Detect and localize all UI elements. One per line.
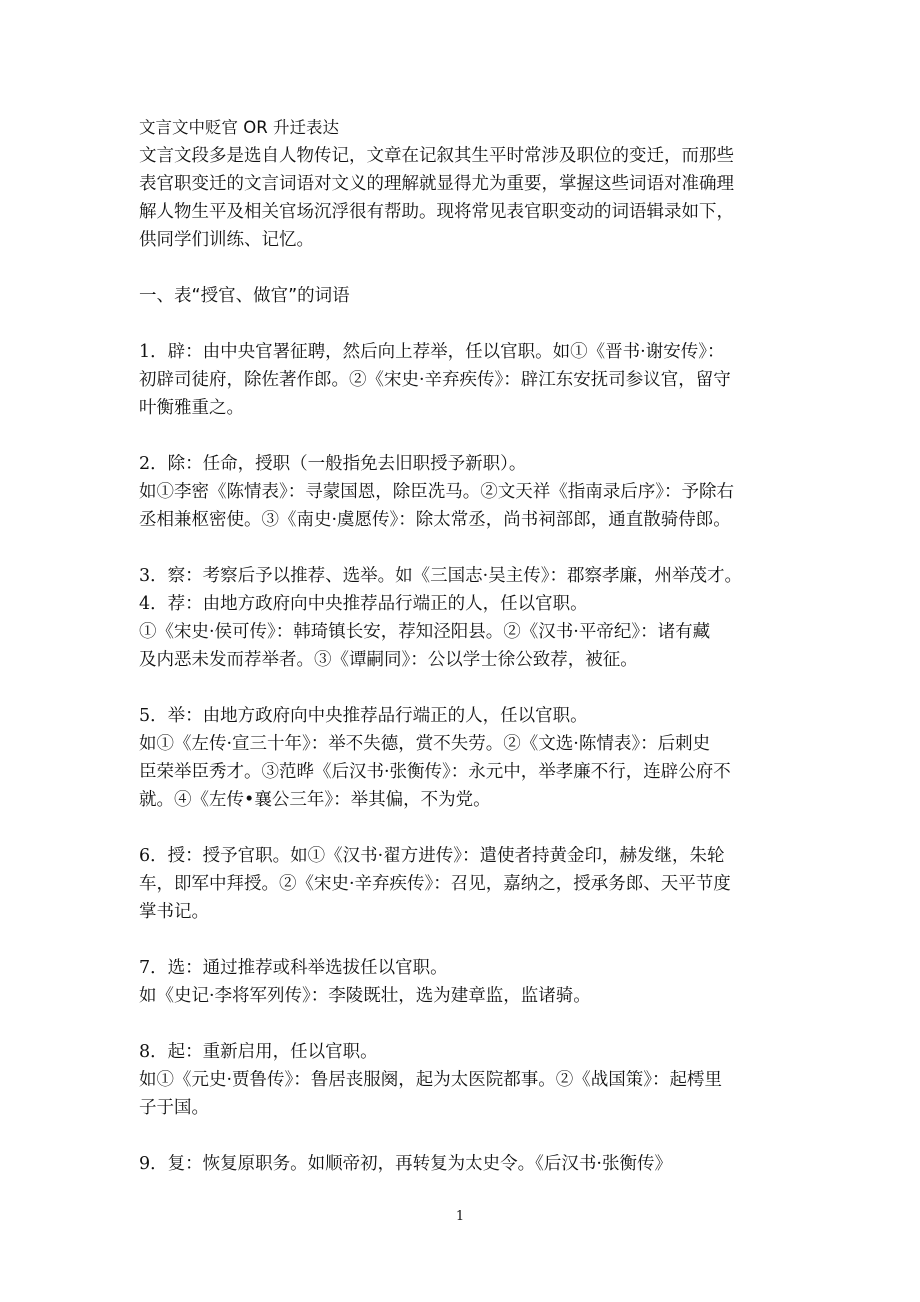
intro-line: 文言文段多是选自人物传记，文章在记叙其生平时常涉及职位的变迁，而那些 — [139, 146, 734, 166]
spacer — [139, 422, 789, 450]
intro-line: 表官职变迁的文言词语对文义的理解就显得尤为重要，掌握这些词语对准确理 — [139, 174, 734, 194]
spacer — [139, 310, 789, 338]
entry-2 — [139, 450, 789, 534]
entry-line: 3．察：考察后予以推荐、选举。如《三国志·吴主传》：郡察孝廉，州举茂才。 — [139, 566, 742, 586]
intro-line: 供同学们训练、记忆。 — [139, 230, 314, 250]
spacer — [139, 1010, 789, 1038]
section-heading: 一、表“授官、做官”的词语 — [139, 286, 350, 306]
spacer — [139, 534, 789, 562]
entry-9 — [139, 1150, 789, 1178]
intro-line: 解人物生平及相关官场沉浮很有帮助。现将常见表官职变动的词语辑录如下， — [139, 202, 734, 222]
entry-line: 如①《左传·宣三十年》：举不失德，赏不失劳。②《文选·陈情表》：后刺史 — [139, 734, 711, 754]
entry-line: 掌书记。 — [139, 902, 209, 922]
entry-line: 叶衡雅重之。 — [139, 398, 244, 418]
spacer — [139, 926, 789, 954]
entry-line: 初辟司徒府，除佐著作郎。②《宋史·辛弃疾传》：辟江东安抚司参议官，留守 — [139, 370, 731, 390]
entry-8 — [139, 1038, 789, 1122]
entry-line: 车，即军中拜授。②《宋史·辛弃疾传》：召见，嘉纳之，授承务郎、天平节度 — [139, 874, 731, 894]
entry-5 — [139, 702, 789, 814]
document-body — [139, 114, 789, 1178]
spacer — [139, 814, 789, 842]
intro-paragraph — [139, 142, 789, 254]
entry-3-4 — [139, 562, 789, 674]
entry-line: 5．举：由地方政府向中央推荐品行端正的人，任以官职。 — [139, 706, 588, 726]
entry-1 — [139, 338, 789, 422]
entry-line: 4．荐：由地方政府向中央推荐品行端正的人，任以官职。 — [139, 594, 588, 614]
spacer — [139, 254, 789, 282]
entry-line: 就。④《左传•襄公三年》：举其偏，不为党。 — [139, 790, 491, 810]
entry-line: ①《宋史·侯可传》：韩琦镇长安，荐知泾阳县。②《汉书·平帝纪》：诸有藏 — [139, 622, 711, 642]
entry-line: 如①《元史·贾鲁传》：鲁居丧服阕，起为太医院都事。②《战国策》：起樗里 — [139, 1070, 723, 1090]
entry-line: 1．辟：由中央官署征聘，然后向上荐举，任以官职。如①《晋书·谢安传》： — [139, 342, 725, 362]
entry-line: 如①李密《陈情表》：寻蒙国恩，除臣冼马。②文天祥《指南录后序》：予除右 — [139, 482, 734, 502]
entry-line: 臣荣举臣秀才。③范晔《后汉书·张衡传》：永元中，举孝廉不行，连辟公府不 — [139, 762, 731, 782]
page-number: 1 — [455, 1209, 465, 1224]
entry-line: 及内恶未发而荐举者。③《谭嗣同》：公以学士徐公致荐，被征。 — [139, 650, 638, 670]
spacer — [139, 674, 789, 702]
entry-7 — [139, 954, 789, 1010]
entry-line: 子于国。 — [139, 1098, 209, 1118]
entry-line: 8．起：重新启用，任以官职。 — [139, 1042, 378, 1062]
entry-line: 如《史记·李将军列传》：李陵既壮，选为建章监，监诸骑。 — [139, 986, 591, 1006]
entry-line: 9．复：恢复原职务。如顺帝初，再转复为太史令。《后汉书·张衡传》 — [139, 1154, 672, 1174]
entry-6 — [139, 842, 789, 926]
document-title: 文言文中贬官 OR 升迁表达 — [139, 118, 339, 137]
spacer — [139, 1122, 789, 1150]
entry-line: 7．选：通过推荐或科举选拔任以官职。 — [139, 958, 448, 978]
entry-line: 丞相兼枢密使。③《南史·虞愿传》：除太常丞，尚书祠部郎，通直散骑侍郎。 — [139, 510, 731, 530]
entry-line: 6．授：授予官职。如①《汉书·翟方进传》：遣使者持黄金印，赫发继，朱轮 — [139, 846, 725, 866]
entry-line: 2．除：任命，授职（一般指免去旧职授予新职）。 — [139, 454, 527, 474]
